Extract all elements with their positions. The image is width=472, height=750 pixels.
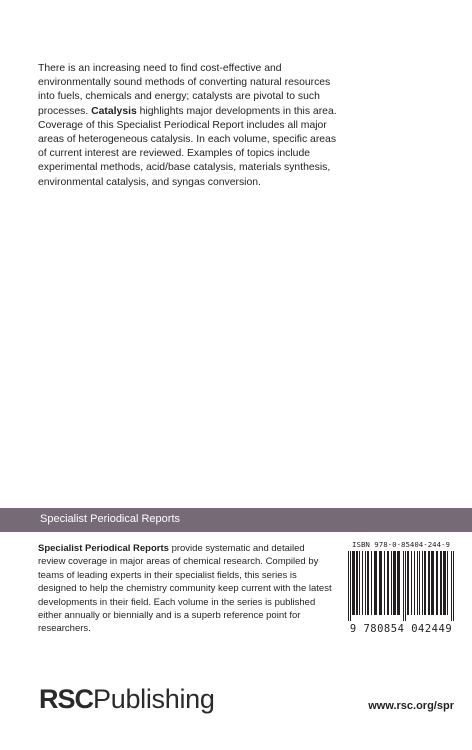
series-band [0, 508, 472, 532]
barcode-guard-bar [405, 551, 406, 621]
rsc-publishing-logo [39, 684, 215, 714]
barcode-bar [428, 551, 430, 615]
barcode-bar [407, 551, 409, 615]
barcode-bar [436, 551, 438, 615]
barcode-bar [443, 551, 446, 615]
logo-rsc: RSC [39, 684, 94, 714]
barcode-bar [447, 551, 448, 615]
barcode-bar [379, 551, 382, 615]
barcode-bar [374, 551, 377, 615]
logo-publishing: Publishing [93, 684, 215, 714]
barcode-bar [387, 551, 389, 615]
barcode-bar [359, 551, 360, 615]
barcode-bar [417, 551, 418, 615]
series-text: provide systematic and detailed review coverage in major areas of chemical research. Compiled by teams of leading experts in their specialist fields, this series is designed to help the chemistry community keep current with the latest developments in their field. Each volume in the series is published either annually or biennially and is a superb reference point for researchers. [38, 543, 332, 635]
series-description [38, 542, 334, 636]
barcode-bar [356, 551, 358, 615]
ean-digits: 9 780854 042449 [349, 623, 453, 635]
barcode-guard-bar [453, 551, 454, 621]
barcode-bar [419, 551, 420, 615]
barcode-bar [362, 551, 363, 615]
back-cover-blurb [38, 62, 338, 190]
barcode-bar [411, 551, 412, 615]
barcode-guard-bar [403, 551, 404, 621]
publisher-url[interactable]: www.rsc.org/spr [368, 700, 454, 712]
blurb-text-intro: There is an increasing need to find cost-effective and environmentally sound methods of converting natural resources into fuels, chemicals and energy; catalysts are pivotal to such processes. [38, 63, 331, 117]
barcode-bar [352, 551, 355, 615]
series-paragraph [38, 542, 334, 636]
barcode-bar [371, 551, 372, 615]
series-band-label: Specialist Periodical Reports [40, 513, 181, 525]
isbn-label: ISBN 978-0-85404-244-9 [352, 540, 450, 549]
blurb-title-catalysis: Catalysis [91, 105, 137, 117]
barcode-bar [365, 551, 366, 615]
barcode-bar [391, 551, 392, 615]
barcode-guard-bar [350, 551, 351, 621]
barcode-bar [422, 551, 423, 615]
barcode-bar [440, 551, 442, 615]
blurb-paragraph [38, 62, 338, 190]
blurb-text-rest: highlights major developments in this area. Coverage of this Specialist Periodical Report includes all major areas of heterogeneous catalysis. In each volume, specific areas of current interest are reviewed. Examples of topics include experimental methods, acid/base catalysis, materials synthesis, environmental catalysis, and syngas conversion. [38, 105, 337, 188]
series-name: Specialist Periodical Reports [38, 543, 169, 554]
barcode-bars [345, 551, 457, 621]
barcode-guard-bar [451, 551, 452, 621]
barcode-bar [384, 551, 385, 615]
barcode-bar [393, 551, 396, 615]
isbn-barcode [345, 540, 457, 640]
barcode-bar [367, 551, 369, 615]
barcode-bar [397, 551, 400, 615]
barcode-guard-bar [348, 551, 349, 621]
barcode-bar [414, 551, 415, 615]
barcode-bar [431, 551, 434, 615]
barcode-bar [424, 551, 426, 615]
